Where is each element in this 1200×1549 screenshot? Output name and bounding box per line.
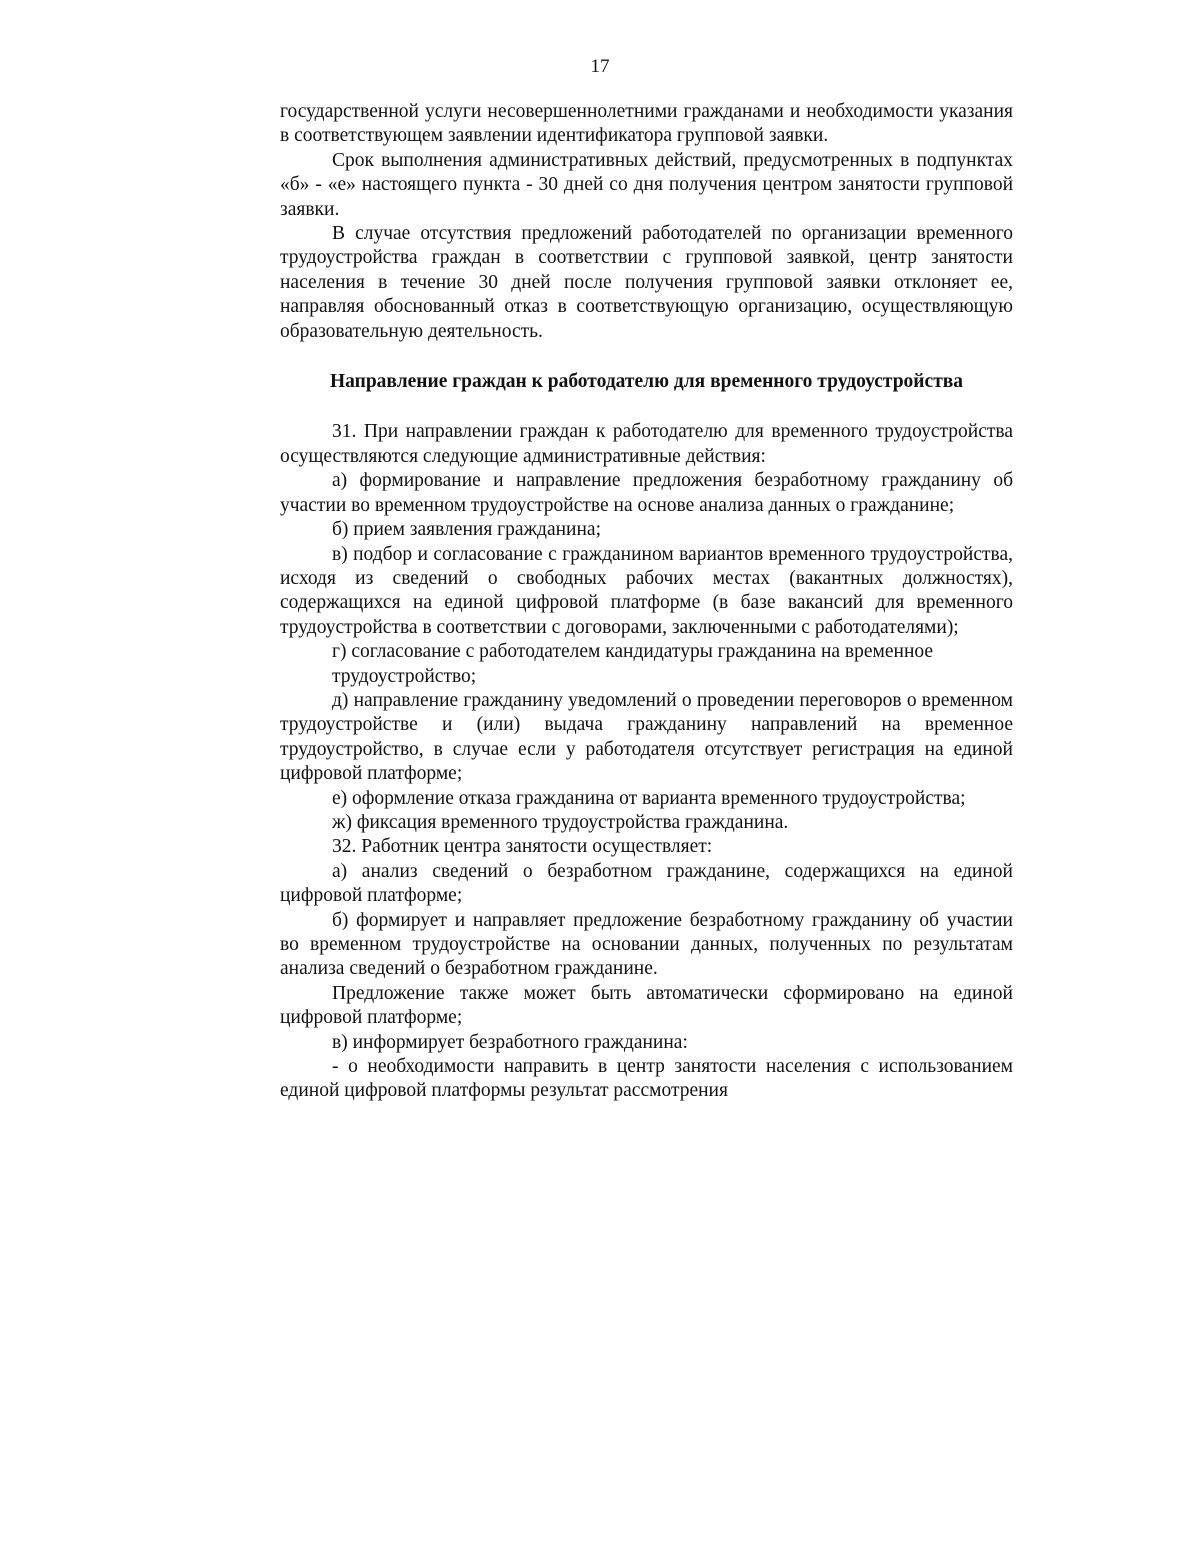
list-item: б) прием заявления гражданина; [332,519,601,541]
list-item: ж) фиксация временного трудоустройства гражданина. [332,811,789,833]
section-heading: Направление граждан к работодателю для временного трудоустройства [329,371,964,393]
page-number: 17 [590,56,610,77]
list-item: в) информирует безработного гражданина: [332,1031,688,1053]
paragraph: Срок выполнения административных действий, предусмотренных в подпунктах «б» - «е» настоящего пункта - 30 дней со дня получения центром занятости групповой заявки. [280,149,1013,220]
document-body [280,100,1013,1104]
paragraph: государственной услуги несовершеннолетними гражданами и необходимости указания в соответствующем заявлении идентификатора групповой заявки. [280,101,1013,147]
list-item: е) оформление отказа гражданина от варианта временного трудоустройства; [332,787,966,809]
paragraph: Предложение также может быть автоматически сформировано на единой цифровой платформе; [280,982,1013,1029]
paragraph: 32. Работник центра занятости осуществляет: [332,836,713,858]
paragraph: 31. При направлении граждан к работодателю для временного трудоустройства осуществляются следующие административные действия: [280,421,1013,467]
list-item: - о необходимости направить в центр занятости населения с использованием единой цифровой платформы результат рассмотрения [280,1056,1013,1102]
list-item: а) формирование и направление предложения безработному гражданину об участии во временном трудоустройстве на основе анализа данных о гражданине; [280,470,1013,516]
list-item: д) направление гражданину уведомлений о проведении переговоров о временном трудоустройстве и (или) выдача гражданину направлений на временное трудоустройство, в случае если у работодателя отсутствует регистрация на единой цифровой платформе; [280,689,1013,785]
list-item: а) анализ сведений о безработном гражданине, содержащихся на единой цифровой платформе; [280,860,1013,907]
list-item: б) формирует и направляет предложение безработному гражданину об участии во временном трудоустройстве на основании данных, полученных по результатам анализа сведений о безработном гражданине. [280,909,1013,980]
paragraph: В случае отсутствия предложений работодателей по организации временного трудоустройства граждан в соответствии с групповой заявкой, центр занятости населения в течение 30 дней после получения групповой заявки отклоняет ее, направляя обоснованный отказ в соответствующую организацию, осуществляющую образовательную деятельность. [280,223,1013,342]
list-item: г) согласование с работодателем кандидатуры гражданина на временное трудоустройство; [332,641,934,687]
list-item: в) подбор и согласование с гражданином вариантов временного трудоустройства, исходя из сведений о свободных рабочих местах (вакантных должностях), содержащихся на единой цифровой платформе (в базе вакансий для временного трудоустройства в соответствии с договорами, заключенными с работодателями); [280,543,1013,638]
